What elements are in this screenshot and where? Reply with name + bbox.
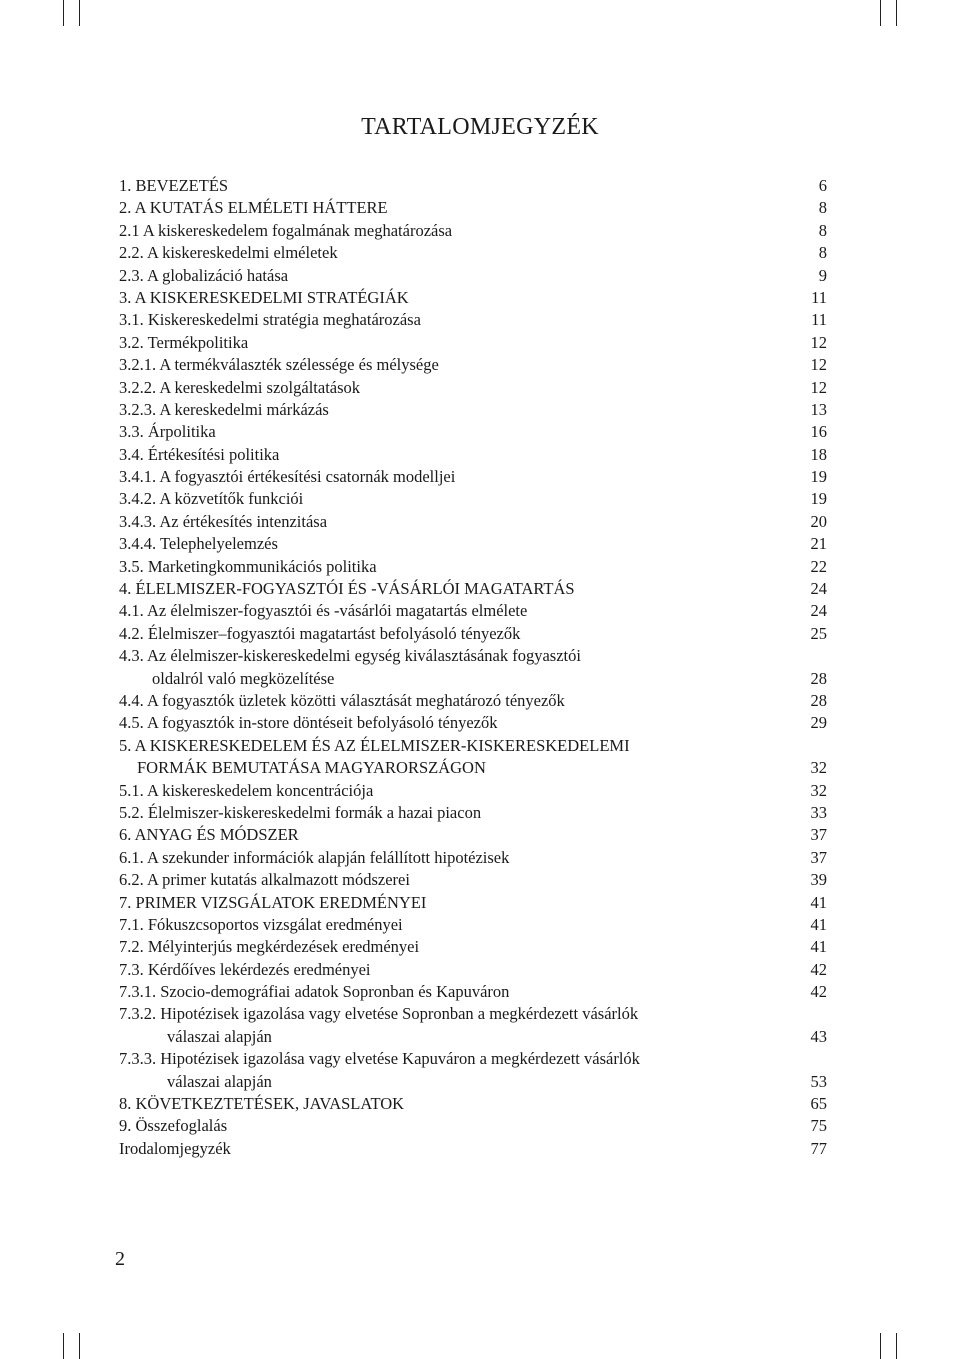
toc-entry[interactable] <box>119 690 827 712</box>
toc-entry-label <box>119 556 787 578</box>
toc-entry-text: 5.2. Élelmiszer-kiskereskedelmi formák a hazai piacon <box>119 802 482 822</box>
toc-entry-page: 13 <box>810 399 827 419</box>
toc-entry[interactable] <box>119 1003 827 1048</box>
toc-entry[interactable] <box>119 533 827 555</box>
crop-mark <box>896 1333 897 1359</box>
toc-entry-page: 41 <box>810 937 827 957</box>
toc-entry-text: 3.3. Árpolitika <box>119 422 216 442</box>
toc-entry-page: 16 <box>810 422 827 442</box>
toc-entry-label <box>119 309 787 331</box>
crop-mark <box>79 1333 80 1359</box>
toc-entry-text: 2. A KUTATÁS ELMÉLETI HÁTTERE <box>119 198 388 218</box>
toc-entry-label <box>119 847 787 869</box>
toc-entry-page: 11 <box>811 287 827 307</box>
toc-entry[interactable] <box>119 265 827 287</box>
toc-entry-text: 7. PRIMER VIZSGÁLATOK EREDMÉNYEI <box>119 892 427 912</box>
toc-entry-label <box>119 981 787 1003</box>
toc-entry-label <box>119 511 787 533</box>
toc-entry-page: 28 <box>810 690 827 710</box>
toc-entry[interactable] <box>119 1115 827 1137</box>
toc-entry[interactable] <box>119 332 827 354</box>
toc-entry-page: 8 <box>818 198 827 218</box>
toc-entry-page: 42 <box>810 982 827 1002</box>
toc-entry[interactable] <box>119 623 827 645</box>
crop-mark <box>63 0 64 26</box>
toc-entry-label <box>119 645 787 690</box>
toc-entry-page: 75 <box>810 1116 827 1136</box>
toc-entry-page: 43 <box>810 1026 827 1046</box>
toc-entry[interactable] <box>119 780 827 802</box>
toc-entry-text: 9. Összefoglalás <box>119 1116 228 1136</box>
toc-entry-page: 12 <box>810 377 827 397</box>
toc-entry-page: 8 <box>818 243 827 263</box>
toc-entry-page: 24 <box>810 579 827 599</box>
toc-entry[interactable] <box>119 220 827 242</box>
toc-entry-text: 7.3.2. Hipotézisek igazolása vagy elvetése Sopronban a megkérdezett vásárlók <box>119 1004 639 1024</box>
toc-entry-page: 37 <box>810 825 827 845</box>
toc-entry[interactable] <box>119 959 827 981</box>
toc-entry[interactable] <box>119 466 827 488</box>
crop-mark <box>79 0 80 26</box>
toc-entry-text: 3.4.1. A fogyasztói értékesítési csatornák modelljei <box>119 467 456 487</box>
toc-entry-label <box>119 1048 787 1093</box>
toc-entry-text: 4.4. A fogyasztók üzletek közötti választását meghatározó tényezők <box>119 690 565 710</box>
toc-entry-text: 3.4.4. Telephelyelemzés <box>119 534 278 554</box>
toc-entry[interactable] <box>119 1048 827 1093</box>
toc-entry-text: 3.2. Termékpolitika <box>119 332 249 352</box>
toc-entry-text: 4. ÉLELMISZER-FOGYASZTÓI ÉS -VÁSÁRLÓI MAGATARTÁS <box>119 579 575 599</box>
toc-entry-page: 29 <box>810 713 827 733</box>
toc-entry-label <box>119 959 787 981</box>
toc-entry-text: 7.1. Fókuszcsoportos vizsgálat eredményei <box>119 914 403 934</box>
toc-entry-page: 19 <box>810 467 827 487</box>
toc-entry[interactable] <box>119 287 827 309</box>
toc-entry-text: 3. A KISKERESKEDELMI STRATÉGIÁK <box>119 287 409 307</box>
toc-entry-page: 6 <box>818 175 827 195</box>
toc-entry-page: 39 <box>810 870 827 890</box>
toc-entry-text: 3.4.2. A közvetítők funkciói <box>119 489 304 509</box>
toc-entry-text: 4.2. Élelmiszer–fogyasztói magatartást befolyásoló tényezők <box>119 623 521 643</box>
toc-entry-label <box>119 869 787 891</box>
toc-entry-page: 12 <box>810 332 827 352</box>
toc-entry-page: 33 <box>810 802 827 822</box>
toc-entry[interactable] <box>119 242 827 264</box>
toc-entry-text: 5. A KISKERESKEDELEM ÉS AZ ÉLELMISZER-KISKERESKEDELEMI <box>119 735 630 755</box>
toc-entry-page: 32 <box>810 780 827 800</box>
toc-entry[interactable] <box>119 197 827 219</box>
toc-entry-text: 2.2. A kiskereskedelmi elméletek <box>119 243 338 263</box>
page-title: TARTALOMJEGYZÉK <box>361 114 599 140</box>
toc-entry-label <box>119 780 787 802</box>
toc-entry-continuation: oldalról való megközelítése <box>152 668 335 688</box>
toc-entry-page: 32 <box>810 758 827 778</box>
toc-entry-continuation: FORMÁK BEMUTATÁSA MAGYARORSZÁGON <box>137 758 486 778</box>
toc-entry[interactable] <box>119 712 827 734</box>
toc-entry[interactable] <box>119 914 827 936</box>
toc-entry-label <box>119 1115 787 1137</box>
crop-mark <box>896 0 897 26</box>
toc-entry-page: 12 <box>810 355 827 375</box>
toc-entry-text: 3.2.2. A kereskedelmi szolgáltatások <box>119 377 361 397</box>
toc-entry-page: 41 <box>810 892 827 912</box>
toc-entry-label <box>119 354 787 376</box>
toc-entry-text: 3.1. Kiskereskedelmi stratégia meghatározása <box>119 310 421 330</box>
toc-entry[interactable] <box>119 556 827 578</box>
toc-entry-label <box>119 242 787 264</box>
toc-entry-page: 37 <box>810 847 827 867</box>
toc-entry[interactable] <box>119 735 827 780</box>
toc-entry-label <box>119 578 787 600</box>
toc-entry[interactable] <box>119 421 827 443</box>
toc-entry-page: 24 <box>810 601 827 621</box>
toc-entry-label <box>119 466 787 488</box>
toc-entry-text: 6.1. A szekunder információk alapján felállított hipotézisek <box>119 847 510 867</box>
toc-entry-text: 5.1. A kiskereskedelem koncentrációja <box>119 780 374 800</box>
toc-entry-continuation: válaszai alapján <box>167 1071 272 1091</box>
toc-entry-page: 65 <box>810 1094 827 1114</box>
toc-entry[interactable] <box>119 399 827 421</box>
toc-entry[interactable] <box>119 824 827 846</box>
toc-entry[interactable] <box>119 511 827 533</box>
toc-entry-text: 3.4.3. Az értékesítés intenzitása <box>119 511 328 531</box>
toc-entry-label <box>119 1093 787 1115</box>
toc-entry[interactable] <box>119 1138 827 1160</box>
toc-entry[interactable] <box>119 488 827 510</box>
toc-entry-label <box>119 421 787 443</box>
toc-entry-label <box>119 914 787 936</box>
toc-entry-label <box>119 1138 787 1160</box>
toc-entry-label <box>119 220 787 242</box>
toc-entry-label <box>119 175 787 197</box>
toc-entry-page: 9 <box>818 265 827 285</box>
toc-entry-text: 4.1. Az élelmiszer-fogyasztói és -vásárlói magatartás elmélete <box>119 601 528 621</box>
toc-entry[interactable] <box>119 377 827 399</box>
toc-entry-label <box>119 444 787 466</box>
toc-entry[interactable] <box>119 600 827 622</box>
toc-entry-page: 77 <box>810 1138 827 1158</box>
toc-entry[interactable] <box>119 847 827 869</box>
toc-entry-page: 21 <box>810 534 827 554</box>
toc-entry-label <box>119 1003 787 1048</box>
toc-entry-page: 53 <box>810 1071 827 1091</box>
toc-entry[interactable] <box>119 645 827 690</box>
toc-entry-text: Irodalomjegyzék <box>119 1138 231 1158</box>
toc-entry-text: 1. BEVEZETÉS <box>119 175 229 195</box>
toc-entry-page: 20 <box>810 511 827 531</box>
toc-entry-label <box>119 533 787 555</box>
toc-entry-text: 6.2. A primer kutatás alkalmazott módszerei <box>119 870 410 890</box>
toc-entry-page: 18 <box>810 444 827 464</box>
toc-entry[interactable] <box>119 354 827 376</box>
toc-entry-text: 7.3.3. Hipotézisek igazolása vagy elvetése Kapuváron a megkérdezett vásárlók <box>119 1049 640 1069</box>
toc-entry-label <box>119 623 787 645</box>
toc-entry-continuation: válaszai alapján <box>167 1026 272 1046</box>
toc-entry[interactable] <box>119 981 827 1003</box>
toc-entry-label <box>119 197 787 219</box>
toc-entry-text: 3.2.3. A kereskedelmi márkázás <box>119 399 329 419</box>
toc-entry[interactable] <box>119 936 827 958</box>
toc-entry-page: 42 <box>810 959 827 979</box>
toc-entry[interactable] <box>119 444 827 466</box>
toc-entry-text: 4.3. Az élelmiszer-kiskereskedelmi egység kiválasztásának fogyasztói <box>119 646 581 666</box>
toc-entry-label <box>119 712 787 734</box>
toc-entry-page: 28 <box>810 668 827 688</box>
toc-entry-text: 7.3. Kérdőíves lekérdezés eredményei <box>119 959 371 979</box>
crop-mark <box>880 1333 881 1359</box>
toc-entry-page: 19 <box>810 489 827 509</box>
toc-entry-label <box>119 488 787 510</box>
toc-entry-label <box>119 824 787 846</box>
toc-entry-text: 2.3. A globalizáció hatása <box>119 265 289 285</box>
toc-entry-text: 7.2. Mélyinterjús megkérdezések eredményei <box>119 937 420 957</box>
toc-entry-label <box>119 287 787 309</box>
toc-entry[interactable] <box>119 892 827 914</box>
toc-entry-label <box>119 892 787 914</box>
toc-entry-text: 2.1 A kiskereskedelem fogalmának meghatározása <box>119 220 453 240</box>
toc-entry[interactable] <box>119 309 827 331</box>
toc-entry[interactable] <box>119 1093 827 1115</box>
crop-mark <box>880 0 881 26</box>
toc-entry-text: 3.2.1. A termékválaszték szélessége és mélysége <box>119 355 439 375</box>
toc-entry-label <box>119 600 787 622</box>
toc-entry-page: 22 <box>810 556 827 576</box>
toc-entry-label <box>119 332 787 354</box>
toc-entry-label <box>119 735 787 780</box>
toc-entry[interactable] <box>119 175 827 197</box>
toc-entry-label <box>119 265 787 287</box>
table-of-contents <box>119 175 827 1160</box>
toc-entry-label <box>119 690 787 712</box>
toc-entry-label <box>119 802 787 824</box>
toc-entry-label <box>119 377 787 399</box>
toc-entry[interactable] <box>119 578 827 600</box>
toc-entry-text: 8. KÖVETKEZTETÉSEK, JAVASLATOK <box>119 1094 405 1114</box>
toc-entry-text: 4.5. A fogyasztók in-store döntéseit befolyásoló tényezők <box>119 713 498 733</box>
toc-entry-label <box>119 399 787 421</box>
toc-entry-text: 3.4. Értékesítési politika <box>119 444 280 464</box>
toc-entry-text: 3.5. Marketingkommunikációs politika <box>119 556 377 576</box>
toc-entry-text: 7.3.1. Szocio-demográfiai adatok Sopronban és Kapuváron <box>119 982 510 1002</box>
toc-entry-text: 6. ANYAG ÉS MÓDSZER <box>119 825 299 845</box>
toc-entry-page: 11 <box>811 310 827 330</box>
toc-entry-page: 25 <box>810 623 827 643</box>
toc-entry-page: 41 <box>810 914 827 934</box>
toc-entry[interactable] <box>119 869 827 891</box>
toc-entry-page: 8 <box>818 220 827 240</box>
page-number: 2 <box>115 1248 125 1270</box>
crop-mark <box>63 1333 64 1359</box>
toc-entry-label <box>119 936 787 958</box>
toc-entry[interactable] <box>119 802 827 824</box>
